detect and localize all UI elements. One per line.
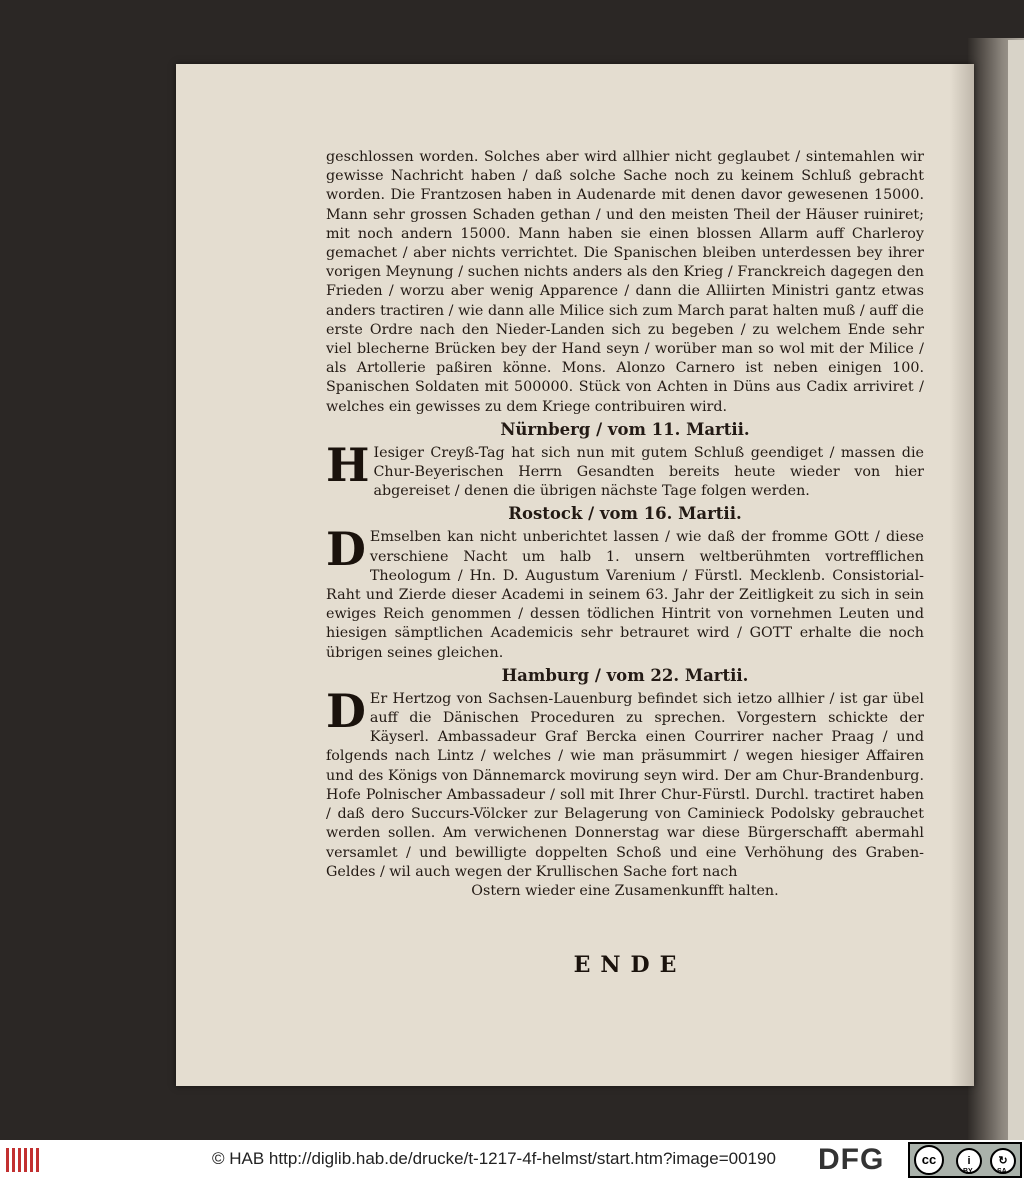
paragraph-hamburg-last-line: Ostern wieder eine Zusamenkunfft halten. [471, 882, 779, 899]
drop-cap-d: D [326, 522, 366, 577]
copyright-link[interactable]: © HAB http://diglib.hab.de/drucke/t-1217-4f-helmst/start.htm?image=00190 [212, 1149, 776, 1168]
paragraph-nuernberg: H Iesiger Creyß-Tag hat sich nun mit gutem Schluß geendiget / massen die Chur-Beyerischen Herrn Gesandten bereits heute wieder von hier abgereiset / denen die übrigen nächste Tage folgen werden. [326, 437, 924, 500]
hab-logo-icon [4, 1146, 44, 1174]
cc-icon: cc [914, 1145, 944, 1175]
sa-label: SA [997, 1168, 1007, 1175]
paragraph-rostock: D Emselben kan nicht unberichtet lassen / wie daß der fromme GOtt / diese verschiene Nacht um halb 1. unsern weltberühmten vortrefflichen Theologum / Hn. D. Augustum Varenium / Fürstl. Mecklenb. Consistorial-Raht und Zierde dieser Academi in seinem 63. Jahr der Zeitligkeit zu sich in sein ewiges Reich genommen / dessen tödlichen Hintrit von vornehmen Leuten und hiesigen sämptlichen Academicis sehr betrauret wird / GOTT erhalte die noch übrigen seines gleichen. [326, 522, 924, 661]
drop-cap-h: H [326, 437, 370, 492]
paragraph-continuation: geschlossen worden. Solches aber wird allhier nicht geglaubet / sintemahlen wir gewisse Nachricht haben / daß solche Sache noch zu keinem Schluß gebracht worden. Die Frantzosen haben in Audenarde mit denen davor gewesenen 15000. Mann sehr grossen Schaden gethan / und den meisten Theil der Häuser ruiniret; mit noch andern 15000. Mann haben sie einen blossen Allarm auff Charleroy gemachet / aber nichts verrichtet. Die Spanischen bleiben unterdessen bey ihrer vorigen Meynung / suchen nichts anders als den Krieg / Franckreich dagegen den Frieden / worzu aber wenig Apparence / dann die Alliirten Ministri gantz etwas anders tractiren / wie dann alle Milice sich zum March parat halten muß / auff die erste Ordre nach den Nieder-Landen sich zu begeben / zu welchem Ende sehr viel blecherne Brücken bey der Hand seyn / worüber man so wol mit der Milice / als Artollerie paßiren könne. Mons. Alonzo Carnero ist neben einigen 100. Spanischen Soldaten mit 500000. Stück von Achten in Düns aus Cadix arriviret / welches ein gewisses zu dem Kriege contribuiren wird. [326, 149, 924, 415]
page-text [326, 148, 924, 901]
footer-bar [0, 1140, 1024, 1180]
paragraph-hamburg: D Er Hertzog von Sachsen-Lauenburg befindet sich ietzo allhier / ist gar übel auff die Dänischen Proceduren zu sprechen. Vorgestern schickte der Käyserl. Ambassadeur Graf Bercka einen Courrirer nacher Praag / und folgends nach Lintz / welches / wie man präsummirt / wegen hiesiger Affairen und des Königs von Dännemarck movirung seyn wird. Der am Chur-Brandenburg. Hofe Polnischer Ambassadeur / soll mit Ihrer Chur-Fürstl. Durchl. tractiret haben / daß dero Succurs-Völcker zur Belagerung von Caminieck Podolsky gebrauchet werden sollen. Am verwichenen Donnerstag war diese Bürgerschafft abermahl versamlet / und bewilligte doppelten Schoß und eine Verhöhung des Graben-Geldes / wil auch wegen der Krullischen Sache fort nach Ostern wieder eine Zusamenkunfft halten. [326, 690, 924, 901]
drop-cap-d: D [326, 683, 366, 738]
ende-label: ENDE [573, 952, 687, 978]
by-label: BY [963, 1168, 973, 1175]
by-icon: i [956, 1148, 982, 1174]
dfg-logo: DFG [818, 1143, 885, 1176]
cc-license-badge[interactable] [908, 1142, 1022, 1178]
sa-icon: ↻ [990, 1148, 1016, 1174]
page-stack-edge [1008, 40, 1024, 1140]
heading-rostock: Rostock / vom 16. Martii. [508, 504, 742, 524]
heading-hamburg: Hamburg / vom 22. Martii. [501, 665, 749, 685]
heading-nuernberg: Nürnberg / vom 11. Martii. [500, 419, 750, 439]
